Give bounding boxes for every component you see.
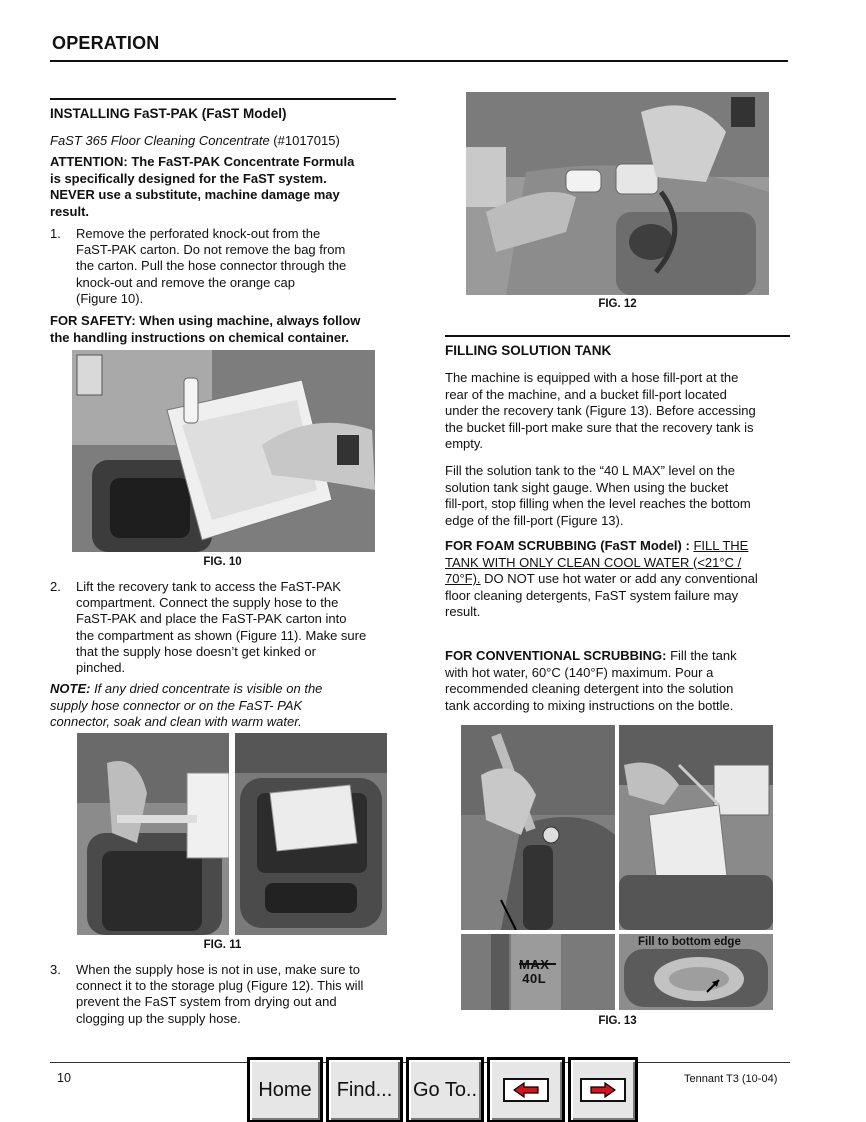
attention-line: result. (50, 203, 90, 219)
step-line: the compartment as shown (Figure 11). Make sure (76, 627, 367, 643)
section-rule-installing (50, 98, 396, 100)
product-name: FaST 365 Floor Cleaning Concentrate (50, 133, 270, 148)
conv-line: tank according to mixing instructions on the bottle. (445, 697, 734, 713)
header-rule (50, 60, 788, 62)
step-number: 3. (50, 962, 61, 977)
conv-line: recommended cleaning detergent into the solution (445, 681, 734, 696)
note-line: If any dried concentrate is visible on the (90, 681, 323, 696)
conventional-scrubbing-block (445, 648, 737, 714)
step-line: (Figure 10). (76, 290, 144, 306)
gauge-max-text: MAX (519, 957, 550, 972)
foam-label: FOR FOAM SCRUBBING (FaST Model) : (445, 538, 694, 553)
step-line: Lift the recovery tank to access the FaST-PAK (76, 579, 341, 594)
attention-line: NEVER use a substitute, machine damage may (50, 187, 340, 202)
conv-line: Fill the tank (666, 648, 737, 663)
fig12-photo (466, 92, 769, 295)
fig12-label: FIG. 12 (598, 298, 637, 310)
home-button[interactable] (247, 1057, 323, 1122)
safety-line: FOR SAFETY: When using machine, always follow (50, 313, 361, 328)
fig10-label: FIG. 10 (203, 556, 242, 568)
step-line: compartment. Connect the supply hose to the (76, 595, 339, 611)
step-3 (50, 962, 400, 1028)
note-block (50, 681, 322, 731)
goto-button[interactable] (406, 1057, 484, 1122)
attention-block (50, 154, 354, 220)
para-line: under the recovery tank (Figure 13). Before accessing (445, 403, 756, 418)
attention-line: is specifically designed for the FaST system. (50, 170, 327, 186)
foam-line: DO NOT use hot water or add any conventional (480, 571, 758, 586)
foam-line: floor cleaning detergents, FaST system failure may (445, 587, 739, 603)
goto-button-label: Go To.. (412, 1078, 478, 1101)
para-line: solution tank sight gauge. When using the bucket (445, 479, 729, 495)
previous-page-button[interactable] (487, 1057, 565, 1122)
note-line: supply hose connector or on the FaST- PAK (50, 697, 303, 713)
fig13-photo-hose (461, 725, 615, 930)
previous-arrow-icon (503, 1078, 549, 1102)
foam-warning: TANK WITH ONLY CLEAN COOL WATER (<21°C / (445, 554, 742, 570)
fig13-photo-gauge (461, 934, 615, 1010)
step-line: that the supply hose doesn’t get kinked or (76, 643, 316, 659)
step-line: clogging up the supply hose. (76, 1010, 241, 1026)
step-line: pinched. (76, 660, 126, 676)
fig13-photo-bucket (619, 725, 773, 930)
page-section-title: OPERATION (52, 33, 160, 53)
step-line: FaST-PAK carton. Do not remove the bag from (76, 242, 346, 258)
foam-warning: 70°F). (445, 571, 481, 586)
fig13-label: FIG. 13 (598, 1015, 637, 1027)
step-line: Remove the perforated knock-out from the (76, 226, 321, 241)
para-line: fill-port, stop filling when the level reaches the bottom (445, 496, 751, 511)
step-2 (50, 579, 400, 677)
filling-heading: FILLING SOLUTION TANK (445, 343, 612, 358)
step-number: 1. (50, 226, 61, 241)
step-line: knock-out and remove the orange cap (76, 274, 295, 290)
para-line: Fill the solution tank to the “40 L MAX” level on the (445, 463, 736, 478)
find-button-label: Find... (336, 1078, 393, 1101)
find-button[interactable] (326, 1057, 403, 1122)
product-line (50, 133, 340, 150)
para-line: empty. (445, 436, 484, 451)
step-line: connect it to the storage plug (Figure 12). This will (76, 978, 364, 994)
conv-label: FOR CONVENTIONAL SCRUBBING: (445, 648, 667, 663)
document-id: Tennant T3 (10-04) (684, 1073, 778, 1085)
note-label: NOTE: (50, 681, 91, 696)
step-line: prevent the FaST system from drying out and (76, 994, 337, 1010)
product-number: (#1017015) (269, 133, 340, 148)
safety-block (50, 313, 360, 346)
home-button-label: Home (258, 1078, 312, 1101)
para-line: edge of the fill-port (Figure 13). (445, 512, 624, 528)
step-number: 2. (50, 579, 61, 594)
gauge-40l-text: 40L (522, 971, 547, 986)
filling-para-1 (445, 370, 756, 453)
fig11-label: FIG. 11 (203, 939, 242, 951)
section-rule-filling (445, 335, 790, 337)
foam-line: result. (445, 604, 481, 619)
fig10-photo (72, 350, 375, 552)
step-1 (50, 226, 400, 308)
fig11-photo-left (77, 733, 229, 935)
page-number: 10 (57, 1071, 71, 1085)
para-line: the bucket fill-port make sure that the recovery tank is (445, 419, 754, 435)
next-page-button[interactable] (568, 1057, 638, 1122)
note-line: connector, soak and clean with warm water. (50, 714, 302, 729)
step-line: the carton. Pull the hose connector through the (76, 258, 347, 274)
foam-warning: FILL THE (693, 538, 749, 553)
para-line: The machine is equipped with a hose fill-port at the (445, 370, 739, 385)
step-line: When the supply hose is not in use, make sure to (76, 962, 360, 977)
fig11-photo-right (235, 733, 387, 935)
para-line: rear of the machine, and a bucket fill-port located (445, 386, 727, 402)
fill-bottom-caption: Fill to bottom edge (638, 936, 741, 948)
foam-scrubbing-block (445, 538, 758, 621)
attention-line: ATTENTION: The FaST-PAK Concentrate Formula (50, 154, 355, 169)
filling-para-2 (445, 463, 751, 529)
installing-heading: INSTALLING FaST-PAK (FaST Model) (50, 106, 287, 121)
safety-line: the handling instructions on chemical container. (50, 329, 350, 345)
next-arrow-icon (580, 1078, 626, 1102)
fig13-photo-fillport (619, 934, 773, 1010)
conv-line: with hot water, 60°C (140°F) maximum. Pour a (445, 664, 714, 680)
step-line: FaST-PAK and place the FaST-PAK carton into (76, 611, 347, 627)
